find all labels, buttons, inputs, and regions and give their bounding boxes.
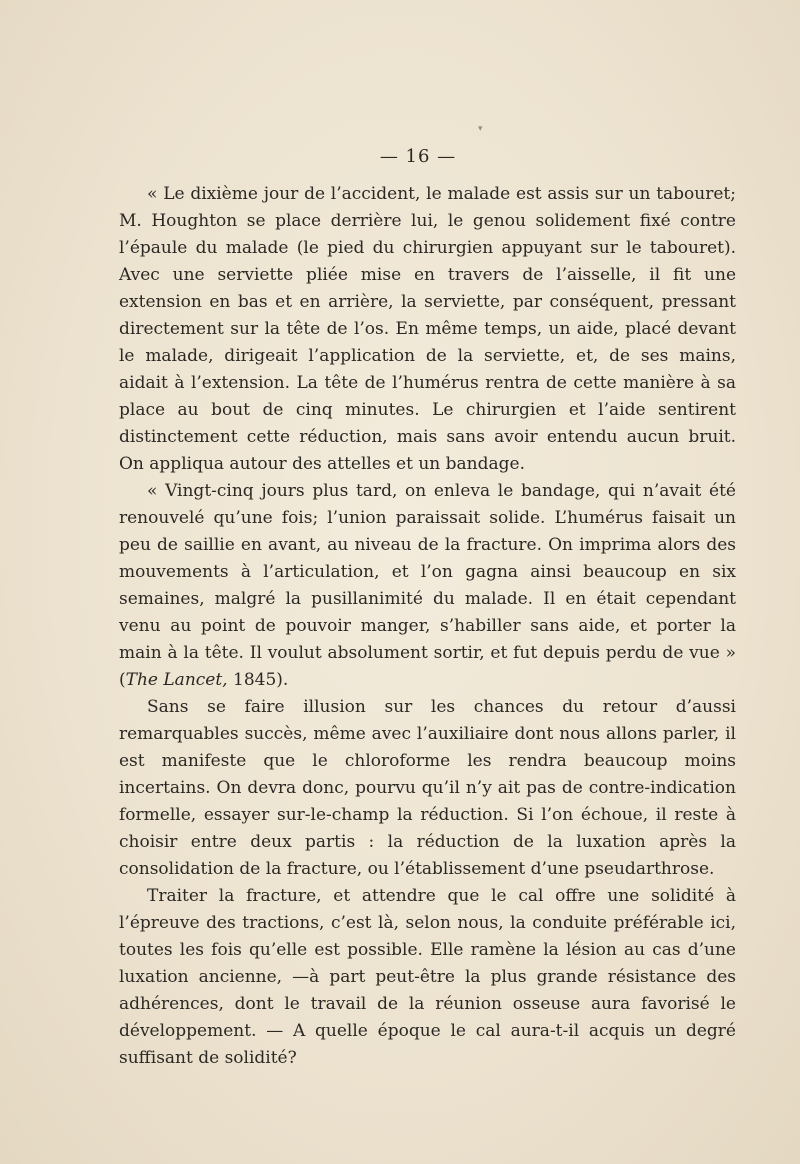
body-text — [119, 181, 736, 1072]
printer-mark: ▾ — [478, 124, 483, 134]
page-number: — 16 — — [379, 146, 457, 167]
citation-title: The Lancet, — [125, 670, 228, 690]
paragraph-4: Traiter la fracture, et attendre que le cal offre une solidité à l’épreuve des tractions, c’est là, selon nous, la conduite préférable ici, toutes les fois qu’elle est possible. Elle ramène la lésion au cas d’une luxation ancienne, —à part peut-être la plus grande résistance des adhérences, dont le travail de la réunion osseuse aura favorisé le développement. — A quelle époque le cal aura-t-il acquis un degré suffisant de solidité? — [119, 886, 736, 1068]
paragraph-2 — [119, 478, 736, 694]
paragraph-1: « Le dixième jour de l’accident, le malade est assis sur un tabouret; M. Houghton se place derrière lui, le genou solidement fixé contre l’épaule du malade (le pied du chirurgien appuyant sur le tabouret). Avec une serviette pliée mise en travers de l’aisselle, il fit une extension en bas et en arrière, la serviette, par conséquent, pressant directement sur la tête de l’os. En même temps, un aide, placé devant le malade, dirigeait l’application de la serviette, et, de ses mains, aidait à l’extension. La tête de l’humérus rentra de cette manière à sa place au bout de cinq minutes. Le chirurgien et l’aide sentirent distinctement cette réduction, mais sans avoir entendu aucun bruit. On appliqua autour des attelles et un bandage. — [119, 184, 736, 474]
paragraph-2-text: « Vingt-cinq jours plus tard, on enleva le bandage, qui n’avait été renouvelé qu’une fois; l’union paraissait solide. L’humérus faisait un peu de saillie en avant, au niveau de la fracture. On imprima alors des mouvements à l’articulation, et l’on gagna ainsi beaucoup en six semaines, malgré la pusillanimité du malade. Il en était cependant venu au point de pouvoir manger, s’habiller sans aide, et porter la main à la tête. Il voulut absolument sortir, et fut depuis perdu de vue » ( — [119, 481, 736, 690]
paragraph-2-end: 1845). — [227, 670, 289, 690]
paragraph-3: Sans se faire illusion sur les chances du retour d’aussi remarquables succès, même avec l’auxiliaire dont nous allons parler, il est manifeste que le chloroforme les rendra beaucoup moins incertains. On devra donc, pourvu qu’il n’y ait pas de contre-indication formelle, essayer sur-le-champ la réduction. Si l’on échoue, il reste à choisir entre deux partis : la réduction de la luxation après la consolidation de la fracture, ou l’établissement d’une pseudarthrose. — [119, 697, 736, 879]
